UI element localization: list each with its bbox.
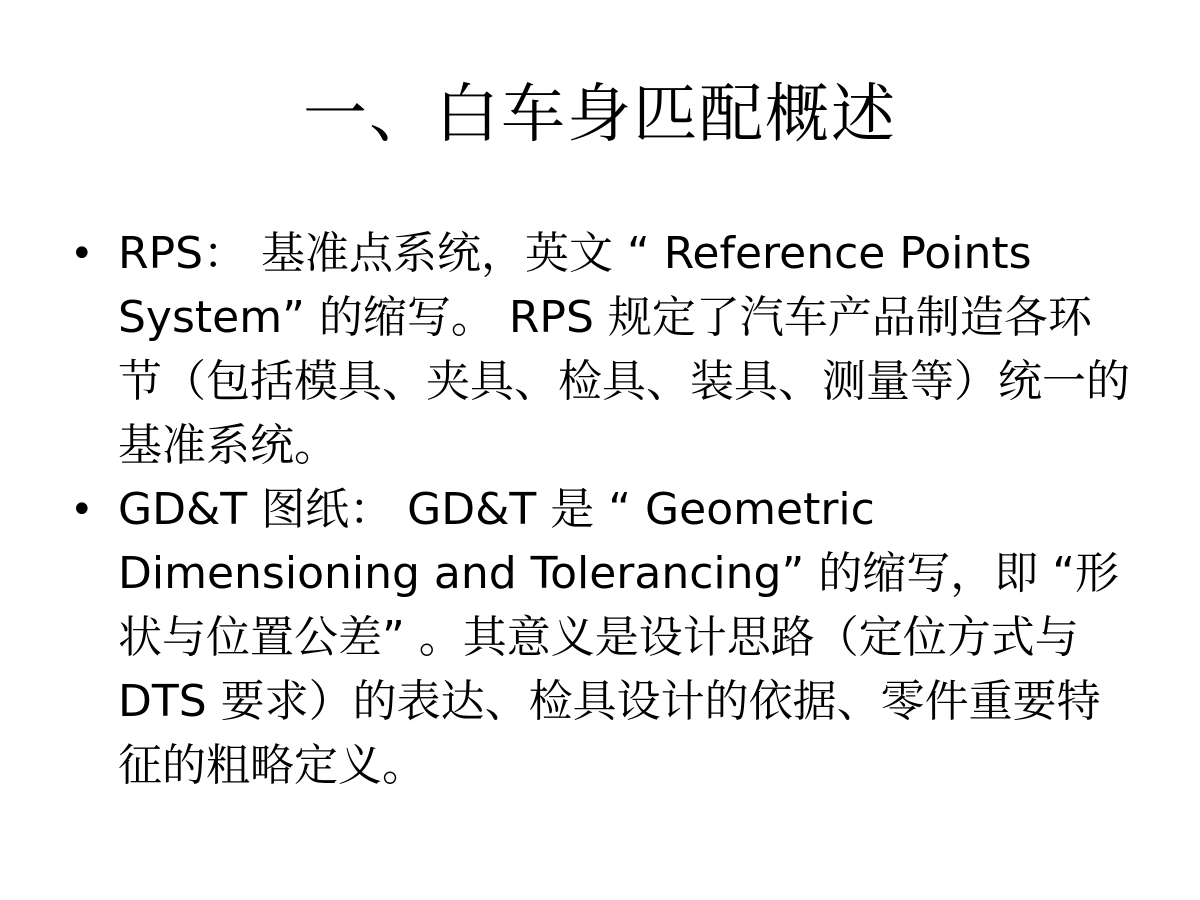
- bullet-item-gdt: [70, 478, 1130, 798]
- bullet-text: RPS： 基准点系统，英文 “ Reference Points System” 的缩写。 RPS 规定了汽车产品制造各环节（包括模具、夹具、检具、装具、测量等）统一的基准系统。: [118, 228, 1130, 471]
- bullet-list: [70, 222, 1130, 798]
- bullet-item-rps: [70, 222, 1130, 478]
- bullet-dot-icon: •: [70, 487, 94, 533]
- slide-title: 一、白车身匹配概述: [303, 78, 897, 152]
- bullet-text: GD&T 图纸： GD&T 是 “ Geometric Dimensioning and Tolerancing” 的缩写，即 “形状与位置公差” 。其意义是设计思路（定位方式与 DTS 要求）的表达、检具设计的依据、零件重要特征的粗略定义。: [118, 484, 1120, 791]
- bullet-dot-icon: •: [70, 231, 94, 277]
